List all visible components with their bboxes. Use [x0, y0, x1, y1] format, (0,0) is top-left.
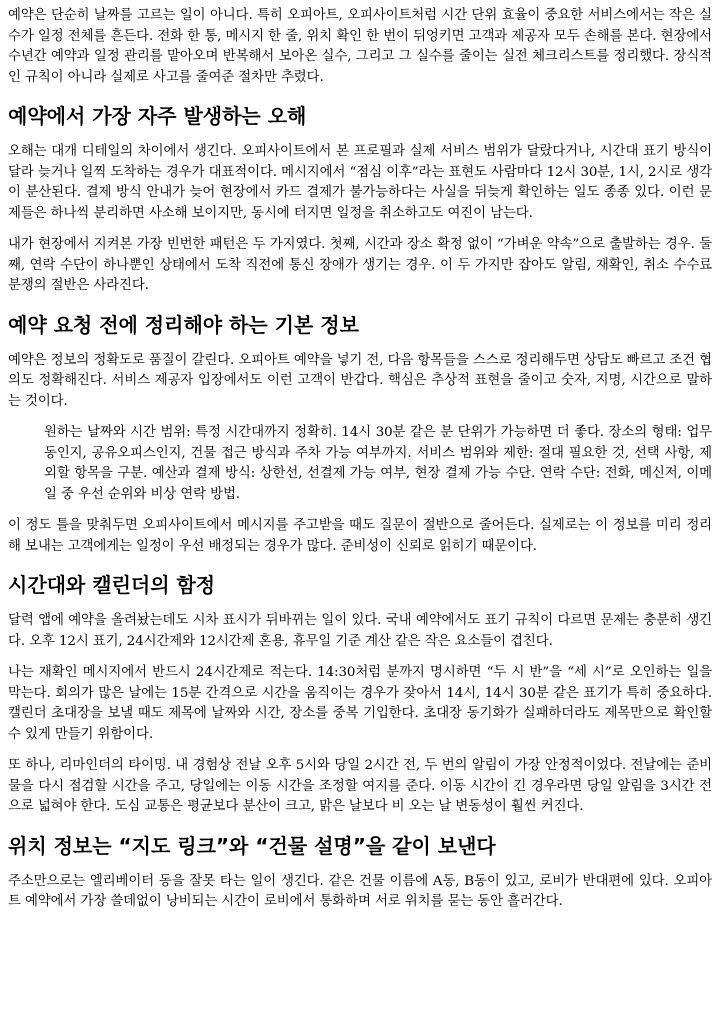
intro-paragraph: 예약은 단순히 날짜를 고르는 일이 아니다. 특히 오피아트, 오피사이트처럼 시간 단위 효율이 중요한 서비스에서는 작은 실수가 일정 전체를 흔든다. 전화 한 통, 메시지 한 줄, 위치 확인 한 번이 뒤엉키면 고객과 제공자 모두 손해를 본다. 현장에서 수년간 예약과 일정 관리를 맡아오며 반복해서 보아온 실수, 그리고 그 실수를 줄이는 실전 체크리스트를 정리했다. 장식적인 규칙이 아니라 실제로 사고를 줄여준 절차만 추렸다.: [8, 8, 712, 85]
paragraph: 이 정도 틀을 맞춰두면 오피사이트에서 메시지를 주고받을 때도 질문이 절반으로 줄어든다. 실제로는 이 정보를 미리 정리해 보내는 고객에게는 일정이 우선 배정되는 경우가 많다. 준비성이 신뢰로 읽히기 때문이다.: [8, 518, 712, 554]
checklist-quote: [44, 423, 712, 505]
paragraph: 또 하나, 리마인더의 타이밍. 내 경험상 전날 오후 5시와 당일 2시간 전, 두 번의 알림이 가장 안정적이었다. 전날에는 준비물을 다시 점검할 시간을 주고, 당일에는 이동 시간을 조정할 여지를 준다. 이동 시간이 긴 경우라면 당일 알림을 3시간 전으로 넓혀야 한다. 도심 교통은 평균보다 분산이 크고, 맑은 날보다 비 오는 날 변동성이 훨씬 커진다.: [8, 758, 712, 814]
paragraph: 오해는 대개 디테일의 차이에서 생긴다. 오피사이트에서 본 프로필과 실제 서비스 범위가 달랐다거나, 시간대 표기 방식이 달라 늦거나 일찍 도착하는 경우가 대표적이다. 메시지에서 “점심 이후”라는 표현도 사람마다 12시 30분, 1시, 2시로 생각이 분산된다. 결제 방식 안내가 늦어 현장에서 카드 결제가 불가능하다는 사실을 뒤늦게 확인하는 일도 종종 있다. 이런 문제들은 하나씩 분리하면 사소해 보이지만, 동시에 터지면 일정을 취소하고도 여진이 남는다.: [8, 144, 712, 221]
section-heading-basic-info: 예약 요청 전에 정리해야 하는 기본 정보: [8, 312, 359, 337]
section-heading-location: 위치 정보는 “지도 링크”와 “건물 설명”을 같이 보낸다: [8, 833, 496, 858]
section-heading-misunderstandings: 예약에서 가장 자주 발생하는 오해: [8, 104, 307, 128]
paragraph: 예약은 정보의 정확도로 품질이 갈린다. 오피아트 예약을 넣기 전, 다음 항목들을 스스로 정리해두면 상담도 빠르고 조건 협의도 정확해진다. 서비스 제공자 입장에서도 이런 고객이 반갑다. 핵심은 추상적 표현을 줄이고 숫자, 지명, 시간으로 말하는 것이다.: [8, 352, 712, 409]
paragraph: 달력 앱에 예약을 올려놨는데도 시차 표시가 뒤바뀌는 일이 있다. 국내 예약에서도 표기 규칙이 다르면 문제는 충분히 생긴다. 오후 12시 표기, 24시간제와 12시간제 혼용, 휴무일 기준 계산 같은 작은 요소들이 겹친다.: [8, 613, 712, 649]
paragraph: 나는 재확인 메시지에서 반드시 24시간제로 적는다. 14:30처럼 분까지 명시하면 “두 시 반”을 “세 시”로 오인하는 일을 막는다. 회의가 많은 날에는 15분 간격으로 시간을 움직이는 경우가 잦아서 14시, 14시 30분 같은 표기가 특히 중요하다. 캘린더 초대장을 보낼 때도 제목에 날짜와 시간, 장소를 중복 기입한다. 초대장 동기화가 실패하더라도 제목만으로 확인할 수 있게 만들기 위함이다.: [8, 665, 712, 742]
paragraph: 내가 현장에서 지켜본 가장 빈번한 패턴은 두 가지였다. 첫째, 시간과 장소 확정 없이 “가벼운 약속”으로 출발하는 경우. 둘째, 연락 수단이 하나뿐인 상태에서 도착 직전에 통신 장애가 생기는 경우. 이 두 가지만 잡아도 알림, 재확인, 취소 수수료 분쟁의 절반은 사라진다.: [8, 237, 712, 293]
section-heading-calendar: 시간대와 캘린더의 함정: [8, 573, 216, 597]
quote-paragraph: 원하는 날짜와 시간 범위: 특정 시간대까지 정확히. 14시 30분 같은 분 단위가 가능하면 더 좋다. 장소의 형태: 업무동인지, 공유오피스인지, 건물 접근 방식과 주차 가능 여부까지. 서비스 범위와 제한: 절대 필요한 것, 선택 사항, 제외할 항목을 구분. 예산과 결제 방식: 상한선, 선결제 가능 여부, 현장 결제 가능 수단. 연락 수단: 전화, 메신저, 이메일 중 우선 순위와 비상 연락 방법.: [44, 425, 712, 502]
paragraph: 주소만으로는 엘리베이터 동을 잘못 타는 일이 생긴다. 같은 건물 이름에 A동, B동이 있고, 로비가 반대편에 있다. 오피아트 예약에서 가장 쓸데없이 낭비되는 시간이 로비에서 통화하며 서로 위치를 묻는 동안 흘러간다.: [8, 873, 712, 909]
